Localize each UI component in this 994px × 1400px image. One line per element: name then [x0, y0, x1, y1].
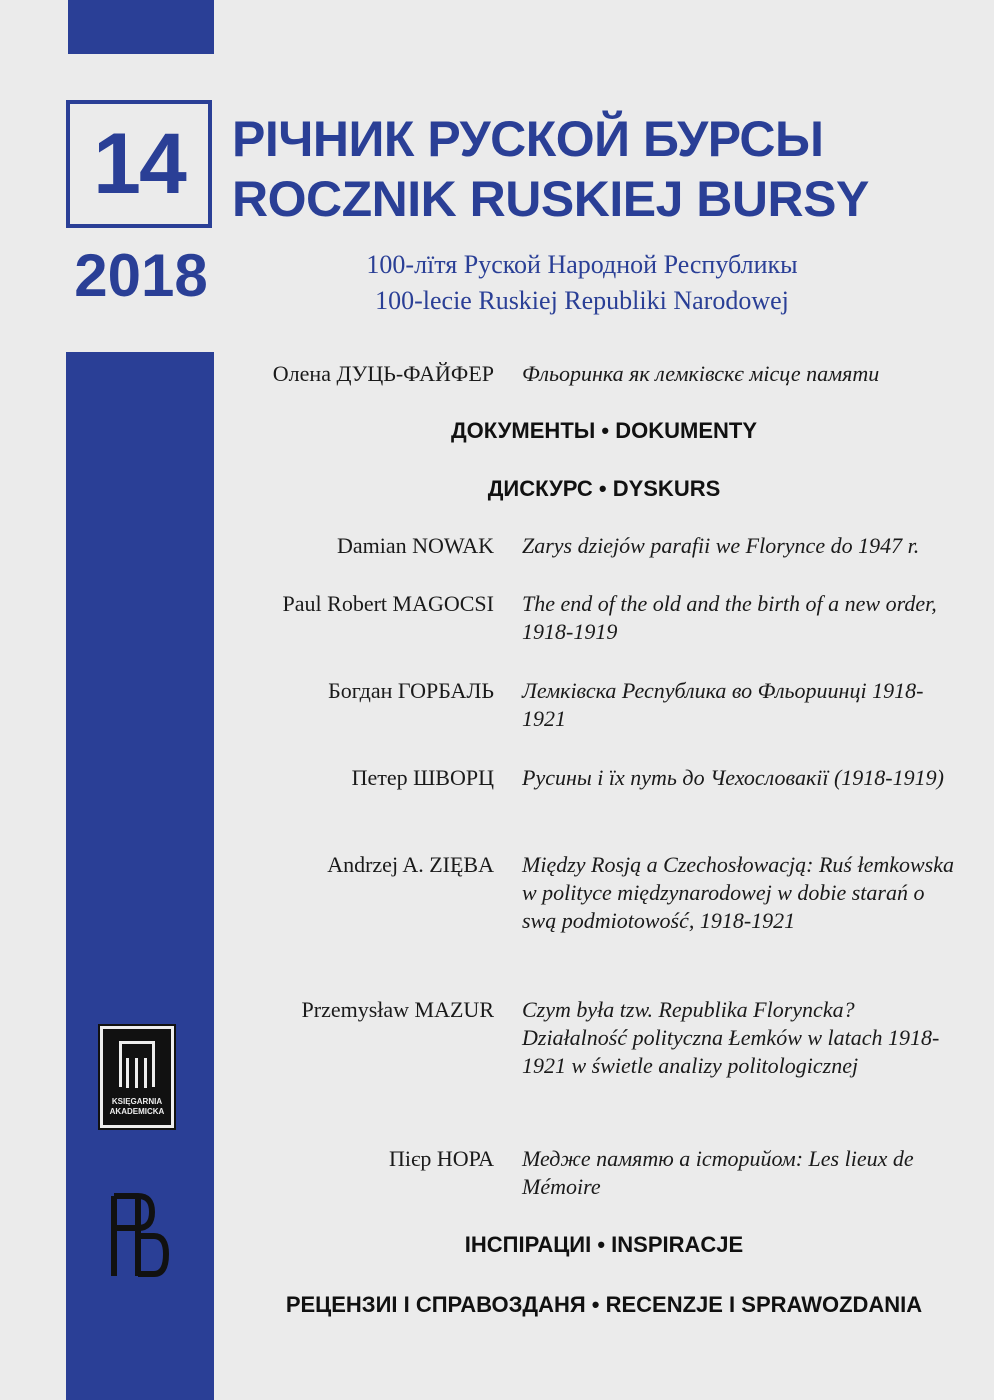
toc-entry [214, 996, 994, 1078]
toc-title: Меджe памятю а історийом: Les lieux de Mémoire [522, 1146, 914, 1199]
toc-title: The end of the old and the birth of a new order, 1918-1919 [522, 591, 937, 644]
toc-title: Czym była tzw. Republika Floryncka? Działalność polityczna Łemków w latach 1918-1921 w świetle analizy politologicznej [522, 997, 940, 1078]
toc-title: Лемківска Республика во Фльориинці 1918-1921 [522, 678, 924, 731]
building-icon [119, 1041, 155, 1087]
title-latin: ROCZNIK RUSKIEJ BURSY [232, 171, 869, 227]
toc-title: Русины і їх путь до Чехословакії (1918-1919) [522, 765, 944, 790]
toc-author: Петер ШВОРЦ [351, 765, 494, 790]
subtitle-polish: 100-lecie Ruskiej Republiki Narodowej [375, 286, 789, 315]
toc-title: Фльоринка як лемківскє місце памяти [522, 361, 880, 386]
volume-number: 14 [93, 116, 185, 212]
title-cyrillic: РІЧНИК РУСКОЙ БУРСЫ [232, 111, 824, 167]
toc-entry [214, 851, 994, 933]
top-blue-bar [68, 0, 214, 54]
section-heading-documents: ДОКУМЕНТЫ • DOKUMENTY [450, 418, 757, 443]
section-heading-inspirations: ІНСПІРАЦИІ • INSPIRACJE [464, 1232, 744, 1257]
toc-author: Damian NOWAK [336, 533, 494, 558]
toc-author: Przemysław MAZUR [301, 997, 494, 1022]
column-shape [135, 1058, 138, 1088]
section-heading-reviews: РЕЦЕНЗИІ І СПРАВОЗДАНЯ • RECENZJE I SPRAWOZDANIA [285, 1292, 923, 1317]
toc-title: Między Rosją a Czechosłowacją: Ruś łemkowska w polityce międzynarodowej w dobie starań o swą podmiotowość, 1918-1921 [522, 852, 954, 933]
column-shape [126, 1058, 129, 1088]
toc-entry [214, 1145, 994, 1199]
toc-entry [214, 764, 994, 804]
toc-entry [214, 590, 994, 644]
toc-author: Богдан ГОРБАЛЬ [328, 678, 494, 703]
publisher-logo-line2: AKADEMICKA [109, 1107, 165, 1116]
subtitle-lemko: 100-лїтя Руской Народной Республикы [366, 250, 798, 279]
toc-author: Paul Robert MAGOCSI [282, 591, 494, 616]
toc-entry [214, 532, 994, 572]
section-heading-discourse: ДИСКУРС • DYSKURS [487, 476, 721, 501]
publisher-logo-line1: KSIĘGARNIA [111, 1097, 163, 1106]
toc-entry [214, 677, 994, 731]
column-shape [144, 1058, 147, 1088]
toc-title: Zarys dziejów parafii we Florynce do 1947 r. [522, 533, 920, 558]
toc-entry [214, 360, 994, 400]
toc-author: Пієр НОРА [388, 1146, 494, 1171]
toc-author: Andrzej A. ZIĘBA [327, 852, 494, 877]
year: 2018 [74, 242, 208, 309]
publisher-logo [100, 1026, 174, 1128]
pb-monogram-icon [104, 1186, 174, 1286]
volume-box [66, 100, 212, 228]
toc-author: Олена ДУЦЬ-ФАЙФЕР [272, 361, 494, 386]
